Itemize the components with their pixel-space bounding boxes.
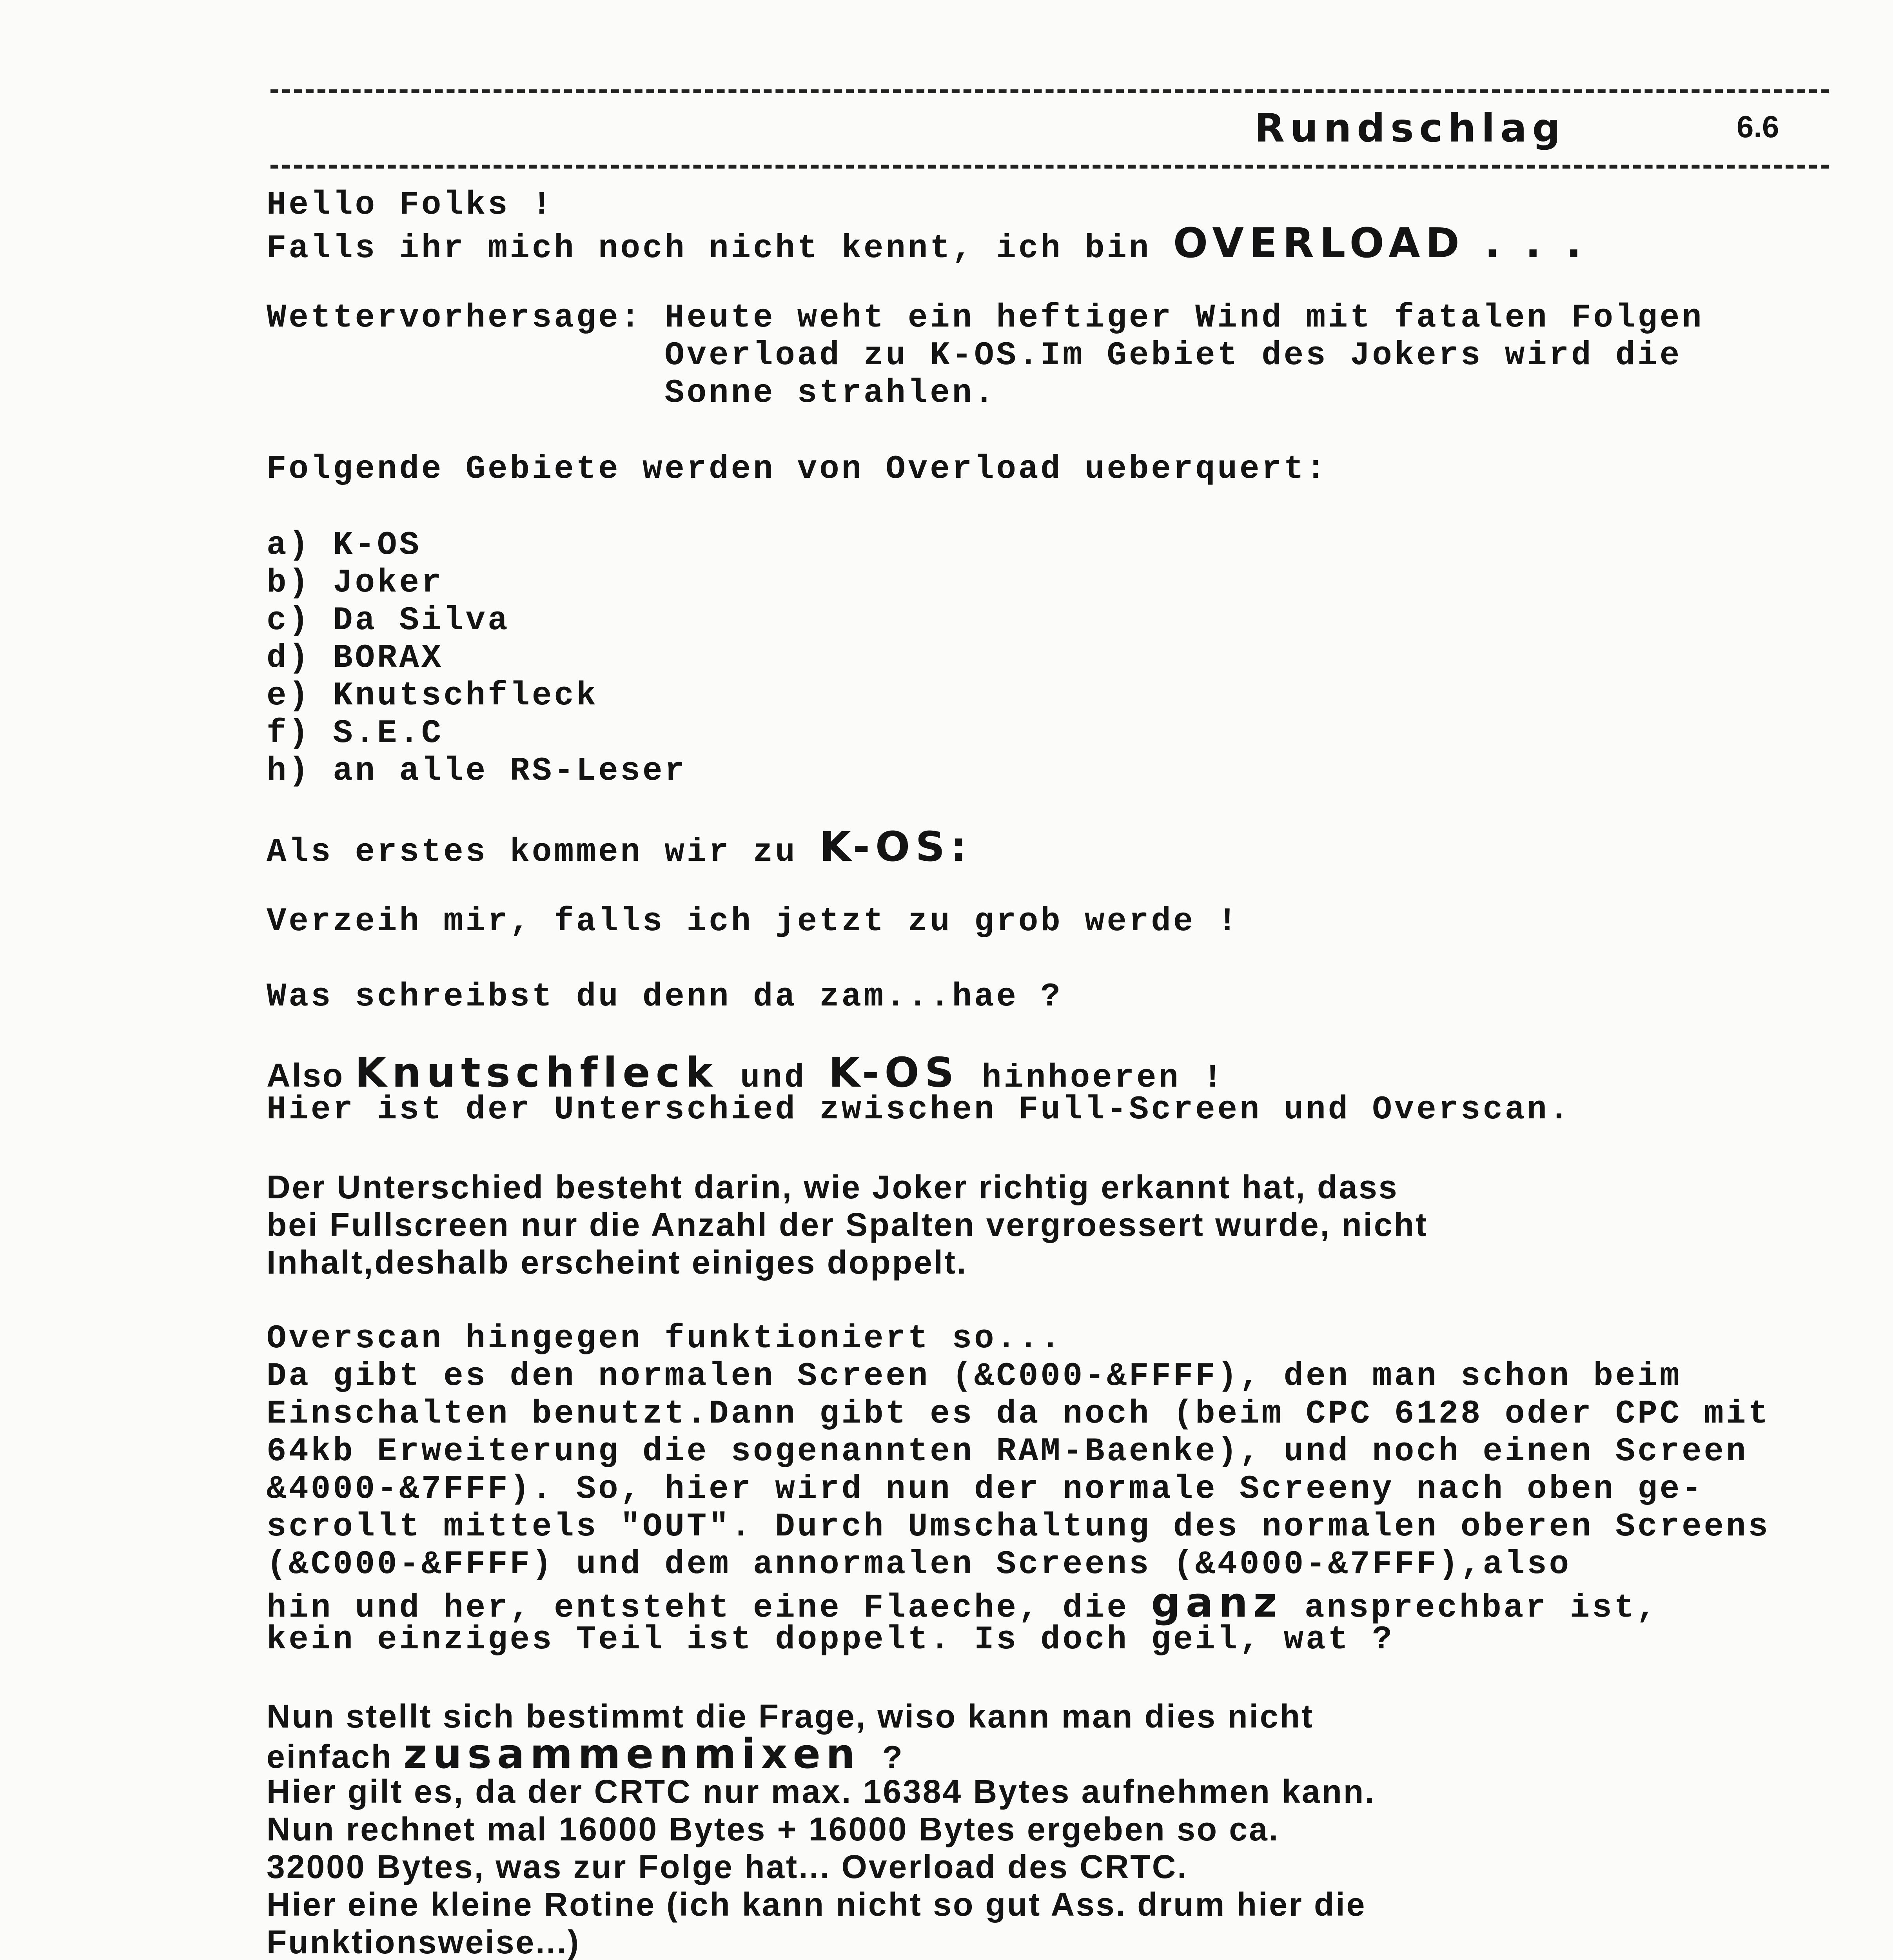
- regions-title: Folgende Gebiete werden von Overload ueberquert:: [267, 451, 1328, 488]
- sorry-line: Verzeih mir, falls ich jetzt zu grob werde !: [267, 903, 1240, 940]
- question-line: Was schreibst du denn da zam...hae ?: [267, 978, 1063, 1016]
- overscan-ganz-prefix: hin und her, entsteht eine Flaeche, die: [267, 1590, 1151, 1627]
- author-name: OVERLOAD . . .: [1173, 219, 1587, 267]
- list-item: f) S.E.C: [267, 715, 444, 752]
- list-item: h) an alle RS-Leser: [267, 753, 687, 790]
- header-title: Rundschlag: [1254, 105, 1566, 151]
- mix-line: [267, 1730, 905, 1779]
- weather-line-3: Sonne strahlen.: [267, 375, 996, 412]
- diff-intro: Hier ist der Unterschied zwischen Full-Screen und Overscan.: [267, 1091, 1572, 1129]
- list-item: b) Joker: [267, 564, 444, 602]
- mix-prefix: einfach: [267, 1738, 404, 1775]
- first-line: [267, 823, 972, 871]
- mix-word: zusammenmixen: [403, 1730, 861, 1778]
- header-bottom-rule: [270, 165, 1829, 169]
- overscan-line-6: scrollt mittels "OUT". Durch Umschaltung des normalen oberen Screens: [267, 1508, 1770, 1546]
- intro-line: [267, 219, 1587, 268]
- diff-line-3: Inhalt,deshalb erscheint einiges doppelt.: [267, 1244, 968, 1281]
- listen-middle: und: [718, 1060, 829, 1097]
- listen-name-1: Knutschfleck: [355, 1049, 718, 1096]
- overscan-line-8: [267, 1579, 1659, 1627]
- overscan-ganz-suffix: ansprechbar ist,: [1282, 1590, 1659, 1627]
- intro-text: Falls ihr mich noch nicht kennt, ich bin: [267, 230, 1173, 267]
- weather-line-1: Wettervorhersage: Heute weht ein heftiger Wind mit fatalen Folgen: [267, 299, 1704, 337]
- overscan-line-4: 64kb Erweiterung die sogenannten RAM-Baenke), und noch einen Screen: [267, 1433, 1748, 1470]
- first-target: K-OS:: [819, 823, 972, 871]
- crtc-line-2: Nun rechnet mal 16000 Bytes + 16000 Bytes ergeben so ca.: [267, 1811, 1280, 1847]
- crtc-line-4: Hier eine kleine Rotine (ich kann nicht so gut Ass. drum hier die: [267, 1886, 1367, 1923]
- diff-line-2: bei Fullscreen nur die Anzahl der Spalten vergroessert wurde, nicht: [267, 1206, 1428, 1243]
- listen-suffix: hinhoeren !: [959, 1060, 1225, 1097]
- crtc-line-3: 32000 Bytes, was zur Folge hat... Overload des CRTC.: [267, 1848, 1188, 1885]
- overscan-line-1: Overscan hingegen funktioniert so...: [267, 1320, 1063, 1357]
- overscan-line-2: Da gibt es den normalen Screen (&C000-&FFFF), den man schon beim: [267, 1358, 1682, 1395]
- list-item: e) Knutschfleck: [267, 677, 599, 715]
- list-item: a) K-OS: [267, 527, 421, 564]
- overscan-line-5: &4000-&7FFF). So, hier wird nun der normale Screeny nach oben ge-: [267, 1471, 1704, 1508]
- list-item: d) BORAX: [267, 640, 444, 677]
- overscan-ganz-word: ganz: [1151, 1579, 1283, 1626]
- diff-line-1: Der Unterschied besteht darin, wie Joker richtig erkannt hat, dass: [267, 1169, 1399, 1205]
- overscan-line-3: Einschalten benutzt.Dann gibt es da noch (beim CPC 6128 oder CPC mit: [267, 1396, 1770, 1433]
- listen-name-2: K-OS: [828, 1049, 960, 1096]
- header-top-rule: [270, 89, 1829, 93]
- mix-question: Nun stellt sich bestimmt die Frage, wiso kann man dies nicht: [267, 1698, 1314, 1735]
- list-item: c) Da Silva: [267, 602, 510, 639]
- weather-line-2: Overload zu K-OS.Im Gebiet des Jokers wird die: [267, 337, 1682, 374]
- listen-prefix: Also: [267, 1057, 355, 1094]
- overscan-line-9: kein einziges Teil ist doppelt. Is doch geil, wat ?: [267, 1621, 1394, 1659]
- listen-line: [267, 1049, 1225, 1097]
- crtc-line-1: Hier gilt es, da der CRTC nur max. 16384 Bytes aufnehmen kann.: [267, 1773, 1376, 1810]
- first-text: Als erstes kommen wir zu: [267, 834, 820, 871]
- header-page-number: 6.6: [1737, 109, 1779, 144]
- crtc-line-5: Funktionsweise...): [267, 1924, 581, 1960]
- mix-suffix: ?: [860, 1741, 905, 1778]
- greeting: Hello Folks !: [267, 187, 554, 224]
- overscan-line-7: (&C000-&FFFF) und dem annormalen Screens (&4000-&7FFF),also: [267, 1546, 1572, 1583]
